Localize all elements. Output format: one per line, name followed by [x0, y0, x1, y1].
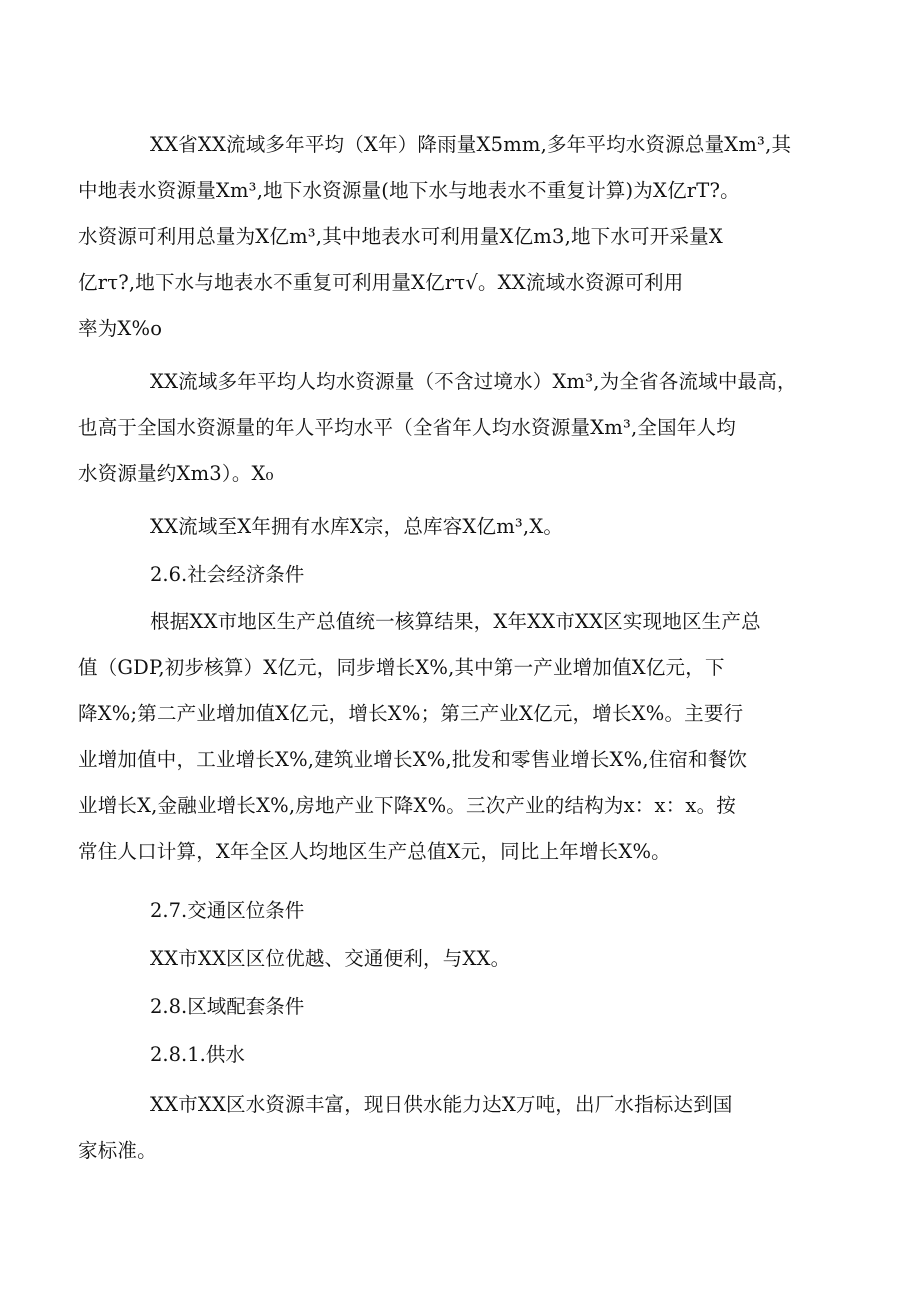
paragraph-line: 值（GDP,初步核算）X亿元，同步增长X%,其中第一产业增加值X亿元，下 [78, 656, 725, 679]
section-heading-2-8-1: 2.8.1.供水 [150, 1043, 245, 1066]
paragraph-line: 常住人口计算，X年全区人均地区生产总值X元，同比上年增长X%。 [78, 840, 671, 863]
paragraph-reservoirs [150, 504, 810, 550]
paragraph-line: 家标准。 [78, 1139, 157, 1162]
paragraph-line: XX流域至X年拥有水库X宗，总库容X亿m³,X。 [150, 515, 564, 538]
paragraph-line: 水资源可利用总量为X亿m³,其中地表水可利用量X亿m3,地下水可开采量X [78, 225, 723, 248]
paragraph-line: 也高于全国水资源量的年人平均水平（全省年人均水资源量Xm³,全国年人均 [78, 416, 736, 439]
paragraph-line: 业增长X,金融业增长X%,房地产业下降X%。三次产业的结构为x：x：x。按 [78, 794, 736, 817]
paragraph-line: XX省XX流域多年平均（X年）降雨量X5mm,多年平均水资源总量Xm³,其 [150, 133, 792, 156]
paragraph-water-supply [78, 1082, 810, 1174]
section-heading-2-6: 2.6.社会经济条件 [150, 563, 305, 586]
paragraph-line: 根据XX市地区生产总值统一核算结果，X年XX市XX区实现地区生产总 [150, 610, 761, 633]
paragraph-line: 中地表水资源量Xm³,地下水资源量(地下水与地表水不重复计算)为X亿rT?。 [78, 179, 740, 202]
paragraph-line: XX市XX区区位优越、交通便利，与XX。 [150, 947, 511, 970]
paragraph-rainfall [78, 122, 810, 352]
paragraph-line: 降X%;第二产业增加值X亿元，增长X%；第三产业X亿元，增长X%。主要行 [78, 702, 744, 725]
paragraph-line: XX市XX区水资源丰富，现日供水能力达X万吨，出厂水指标达到国 [150, 1093, 733, 1116]
paragraph-line: 亿rτ?,地下水与地表水不重复可利用量X亿rτ√。XX流域水资源可利用 [78, 271, 684, 294]
paragraph-line: XX流域多年平均人均水资源量（不含过境水）Xm³,为全省各流域中最高， [150, 370, 797, 393]
paragraph-economy [78, 599, 810, 875]
paragraph-per-capita-water [78, 359, 810, 497]
section-heading-2-7: 2.7.交通区位条件 [150, 899, 305, 922]
paragraph-line: 水资源量约Xm3）。X₀ [78, 462, 274, 485]
paragraph-line: 业增加值中，工业增长X%,建筑业增长X%,批发和零售业增长X%,住宿和餐饮 [78, 748, 748, 771]
paragraph-line: 率为X%o [78, 317, 163, 340]
paragraph-transport [150, 936, 810, 982]
section-heading-2-8: 2.8.区域配套条件 [150, 995, 305, 1018]
